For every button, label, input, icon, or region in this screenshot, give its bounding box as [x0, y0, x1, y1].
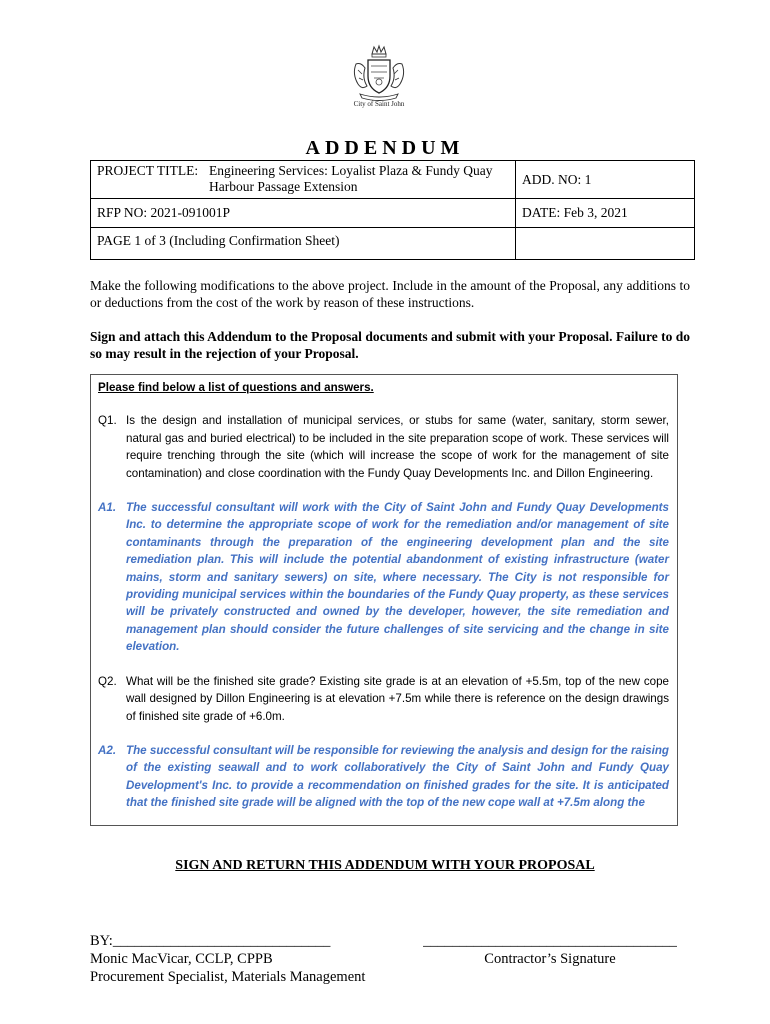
question-text: Is the design and installation of municipal services, or stubs for same (water, sanitary, storm sewer, natural gas and buried electrical) to be included in the site preparation scope of work. These services will require trenching through the site (which will increase the scope of work for the management of site contamination) and close coordination with the Fundy Quay Developments Inc. and Dillon Engineering.	[126, 414, 669, 480]
add-no-cell: ADD. NO: 1	[516, 161, 695, 199]
project-title-line2: Harbour Passage Extension	[209, 179, 358, 194]
question-1	[98, 412, 669, 482]
question-number: Q1.	[98, 414, 117, 428]
sign-attach-paragraph: Sign and attach this Addendum to the Proposal documents and submit with your Proposal. Failure to do so may result in the rejection of your Proposal.	[90, 329, 690, 361]
answer-2	[98, 742, 669, 812]
project-title-cell	[91, 161, 516, 199]
document-title: ADDENDUM	[305, 137, 465, 159]
date-cell: DATE: Feb 3, 2021	[516, 199, 695, 228]
question-2	[98, 673, 669, 725]
project-title-label: PROJECT TITLE:	[97, 163, 199, 178]
project-title-line1: Engineering Services: Loyalist Plaza & Fundy Quay	[209, 163, 493, 178]
answer-number: A1.	[98, 501, 117, 515]
sign-return-heading: SIGN AND RETURN THIS ADDENDUM WITH YOUR PROPOSAL	[175, 858, 595, 873]
contractor-signature-block	[420, 932, 680, 968]
modifications-paragraph: Make the following modifications to the above project. Include in the amount of the Proposal, any additions to or deductions from the cost of the work by reason of these instructions.	[90, 278, 690, 310]
issuer-role: Procurement Specialist, Materials Management	[90, 969, 366, 985]
issuer-signature-block	[90, 932, 365, 986]
empty-cell	[516, 228, 695, 260]
issuer-name: Monic MacVicar, CCLP, CPPB	[90, 951, 273, 967]
project-info-table	[90, 160, 695, 260]
city-caption: City of Saint John	[353, 100, 405, 108]
qa-box	[90, 374, 678, 826]
answer-text: The successful consultant will work with the City of Saint John and Fundy Quay Developments Inc. to determine the appropriate scope of work for the remediation and/or management of site contaminants through the preparation of the engineering development plan and the site remediation plan. This will include the potential abandonment of existing infrastructure (water mains, storm and sanitary sewers) on site, where necessary. The City is not responsible for providing municipal services within the boundaries of the Fundy Quay property, as these services will be privately constructed and owned by the developer, however, the site remediation and management plan should consider the future challenges of site servicing and the change in site elevation.	[126, 501, 669, 654]
answer-number: A2.	[98, 743, 117, 757]
answer-1	[98, 499, 669, 656]
qa-heading: Please find below a list of questions and answers.	[98, 381, 374, 394]
rfp-no-cell: RFP NO: 2021-091001P	[91, 199, 516, 228]
page-count-cell: PAGE 1 of 3 (Including Confirmation Sheet)	[91, 228, 516, 260]
question-text: What will be the finished site grade? Existing site grade is at an elevation of +5.5m, top of the new cope wall designed by Dillon Engineering is at elevation +7.5m while there is reference on the design drawings of finished site grade of +6.0m.	[126, 674, 669, 723]
project-title-value	[209, 163, 499, 195]
question-number: Q2.	[98, 674, 117, 688]
by-line: BY:______________________________	[90, 933, 331, 949]
signature-line: ___________________________________	[423, 933, 677, 949]
answer-text: The successful consultant will be responsible for reviewing the analysis and design for the raising of the existing seawall and to work collaboratively the City of Saint John and Fundy Quay Development's Inc. to provide a recommendation on finished grades for the site. It is anticipated that the finished site grade will be aligned with the top of the new cope wall at +7.5m along the	[126, 743, 669, 810]
contractor-signature-label: Contractor’s Signature	[484, 951, 616, 967]
